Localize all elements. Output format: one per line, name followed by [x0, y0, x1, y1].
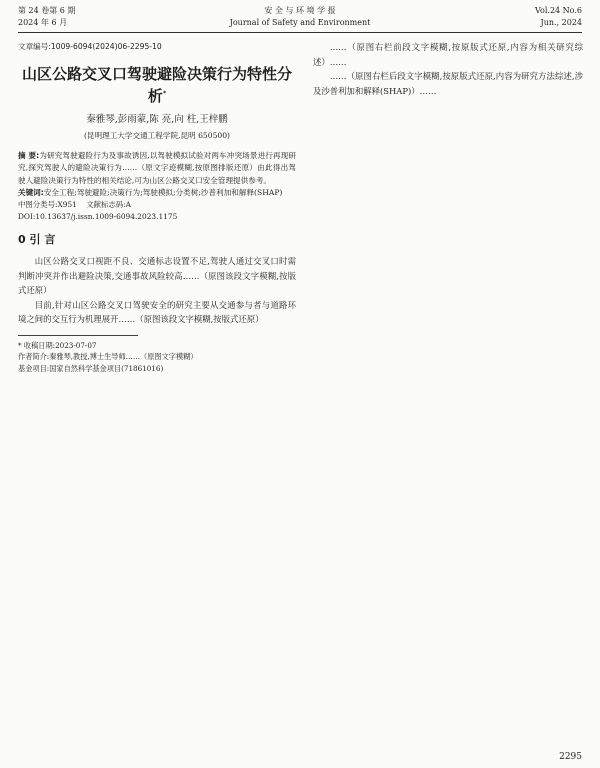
- footnote-author: 作者简介: 秦雅琴,教授,博士生导师……（原图文字模糊）: [18, 352, 198, 362]
- keywords: [18, 187, 296, 199]
- header-rule: [18, 32, 582, 33]
- abstract: [18, 150, 296, 187]
- intro-paragraph: 山区公路交叉口视距不良、交通标志设置不足,驾驶人通过交叉口时需判断冲突并作出避险决策,交通事故风险较高……（原图该段文字模糊,按版式还原）: [18, 256, 296, 296]
- paper-title: [18, 63, 296, 107]
- footnote-fund: 基金项目: 国家自然科学基金项目(71861016): [18, 363, 164, 373]
- journal-volume: 第 24 卷第 6 期 2024 年 6 月: [18, 6, 76, 27]
- left-column: [18, 40, 296, 374]
- keywords-label: 关键词:: [18, 188, 44, 197]
- classification: [18, 199, 296, 211]
- footnotes: [18, 340, 296, 374]
- affiliation: (昆明理工大学交通工程学院,昆明 650500): [83, 131, 231, 141]
- body-paragraph: ……（原图右栏前段文字模糊,按原版式还原,内容为相关研究综述）……: [313, 42, 583, 67]
- title-footnote-mark: *: [162, 89, 167, 97]
- right-column: [313, 40, 583, 98]
- class-number: 中图分类号:X951: [18, 200, 77, 210]
- article-number: 文章编号:1009-6094(2024)06-2295-10: [18, 42, 162, 51]
- document-code: 文献标志码:A: [86, 200, 131, 210]
- keywords-text: 安全工程;驾驶避险;决策行为;驾驶模拟;分类树;沙普利加和解释(SHAP): [43, 188, 283, 197]
- section-heading: 0 引 言: [18, 233, 56, 247]
- paper-title-text: 山区公路交叉口驾驶避险决策行为特性分析: [21, 64, 292, 105]
- intro-paragraph: 目前,针对山区公路交叉口驾驶安全的研究主要从交通参与者与道路环境之间的交互行为机理展开……（原图该段文字模糊,按版式还原）: [18, 299, 296, 325]
- journal-issue: Vol.24 No.6 Jun., 2024: [535, 6, 582, 27]
- body-paragraph: ……（原图右栏后段文字模糊,按原版式还原,内容为研究方法综述,涉及沙普利加和解释(SHAP)）……: [313, 71, 583, 96]
- journal-name: 安 全 与 环 境 学 报 Journal of Safety and Environment: [229, 6, 371, 27]
- footnote-rule: [18, 335, 138, 336]
- abstract-text: 为研究驾驶避险行为及事故诱因,以驾驶模拟试验对两车冲突场景进行再现研究,探究驾驶人的避险决策行为……（原文字迹模糊,按原图排版还原）由此得出驾驶人避险决策行为特性的相关结论,可为山区公路交叉口安全管理提供参考。: [18, 150, 296, 185]
- doi: DOI:10.13637/j.issn.1009-6094.2023.1175: [18, 212, 178, 222]
- footnote-received: * 收稿日期: 2023-07-07: [18, 340, 97, 350]
- running-header: [18, 5, 582, 33]
- page-number: 2295: [559, 752, 582, 762]
- author-list: 秦雅琴,彭雨蒙,陈 亮,向 柱,王梓鹏: [86, 113, 228, 125]
- abstract-label: 摘 要:: [18, 150, 40, 160]
